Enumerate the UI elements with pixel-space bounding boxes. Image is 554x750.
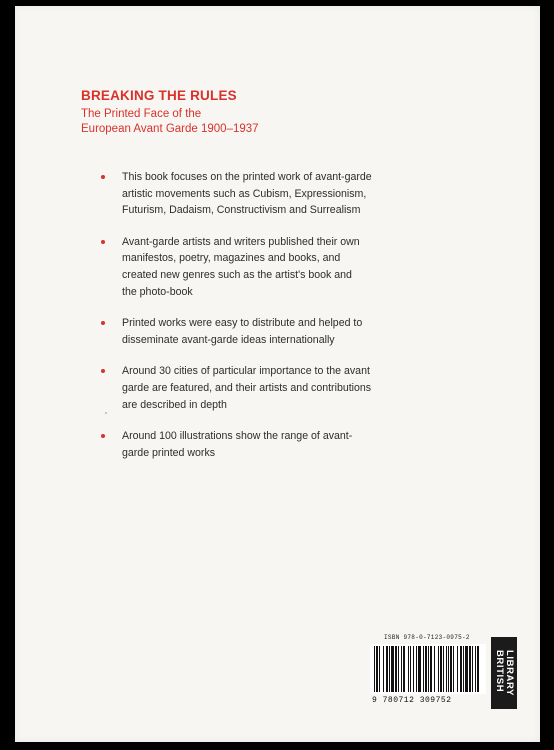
book-subtitle-line2: European Avant Garde 1900–1937	[81, 123, 259, 135]
barcode-stripe	[383, 646, 384, 692]
book-title: BREAKING THE RULES	[81, 88, 237, 103]
british-library-logo	[491, 637, 517, 709]
barcode-stripe	[423, 646, 424, 692]
bullet-icon	[101, 240, 105, 244]
barcode-stripe	[428, 646, 429, 692]
barcode-stripe	[403, 646, 405, 692]
barcode-stripe	[448, 646, 449, 692]
bullet-icon	[101, 434, 105, 438]
bullet-icon	[101, 321, 105, 325]
bullet-icon	[101, 175, 105, 179]
barcode-stripe	[398, 646, 399, 692]
barcode-stripe	[475, 646, 476, 692]
barcode-stripe	[410, 646, 411, 692]
barcode-stripe	[440, 646, 442, 692]
logo-text	[494, 650, 514, 696]
barcode-icon	[370, 644, 486, 694]
barcode-stripe	[477, 646, 479, 692]
feature-item	[93, 234, 362, 300]
barcode-stripe	[463, 646, 464, 692]
barcode-stripe	[413, 646, 414, 692]
barcode-stripe	[374, 646, 375, 692]
book-header	[81, 88, 259, 137]
back-cover	[15, 6, 540, 742]
barcode-stripe	[401, 646, 402, 692]
isbn-label: ISBN 978-0-7123-0975-2	[384, 634, 470, 641]
barcode-stripe	[379, 646, 380, 692]
barcode-stripe	[395, 646, 397, 692]
barcode-stripe	[465, 646, 468, 692]
barcode-stripe	[472, 646, 473, 692]
barcode-stripe	[425, 646, 427, 692]
barcode-stripe	[460, 646, 462, 692]
feature-item	[93, 363, 382, 413]
barcode-stripe	[434, 646, 435, 692]
barcode-stripe	[416, 646, 417, 692]
barcode-stripe	[443, 646, 444, 692]
barcode-stripe	[391, 646, 394, 692]
feature-item	[93, 169, 382, 219]
barcode-stripe	[386, 646, 388, 692]
feature-text: Avant-garde artists and writers published their own manifestos, poetry, magazines and books, and created new genres such as the artist's book and the photo-book	[122, 235, 360, 298]
feature-item	[93, 428, 372, 461]
barcode-stripe	[438, 646, 439, 692]
feature-item	[93, 315, 377, 348]
logo-line-library: LIBRARY	[504, 649, 515, 697]
logo-line-british: BRITISH	[494, 649, 505, 693]
feature-text: This book focuses on the printed work of avant-garde artistic movements such as Cubism, Expressionism, Futurism, Dadaism, Constructivism and Surrealism	[122, 171, 372, 217]
barcode-stripe	[408, 646, 409, 692]
barcode-number: 9 780712 309752	[372, 696, 452, 705]
barcode-stripe	[430, 646, 432, 692]
book-subtitle-line1: The Printed Face of the	[81, 108, 202, 120]
feature-text: Printed works were easy to distribute and helped to disseminate avant-garde ideas internationally	[122, 317, 363, 346]
barcode-stripe	[453, 646, 454, 692]
barcode-stripe	[389, 646, 390, 692]
barcode-stripe	[450, 646, 452, 692]
feature-text: Around 30 cities of particular importance to the avant garde are featured, and their artists and contributions are described in depth	[122, 365, 372, 411]
barcode-stripe	[469, 646, 471, 692]
feature-list	[93, 169, 393, 476]
barcode-stripe	[446, 646, 447, 692]
barcode-stripe	[376, 646, 378, 692]
feature-text: Around 100 illustrations show the range of avant-garde printed works	[122, 430, 353, 459]
barcode-block	[364, 634, 499, 710]
barcode-stripe	[418, 646, 421, 692]
barcode-stripe	[457, 646, 458, 692]
bullet-icon	[101, 369, 105, 373]
